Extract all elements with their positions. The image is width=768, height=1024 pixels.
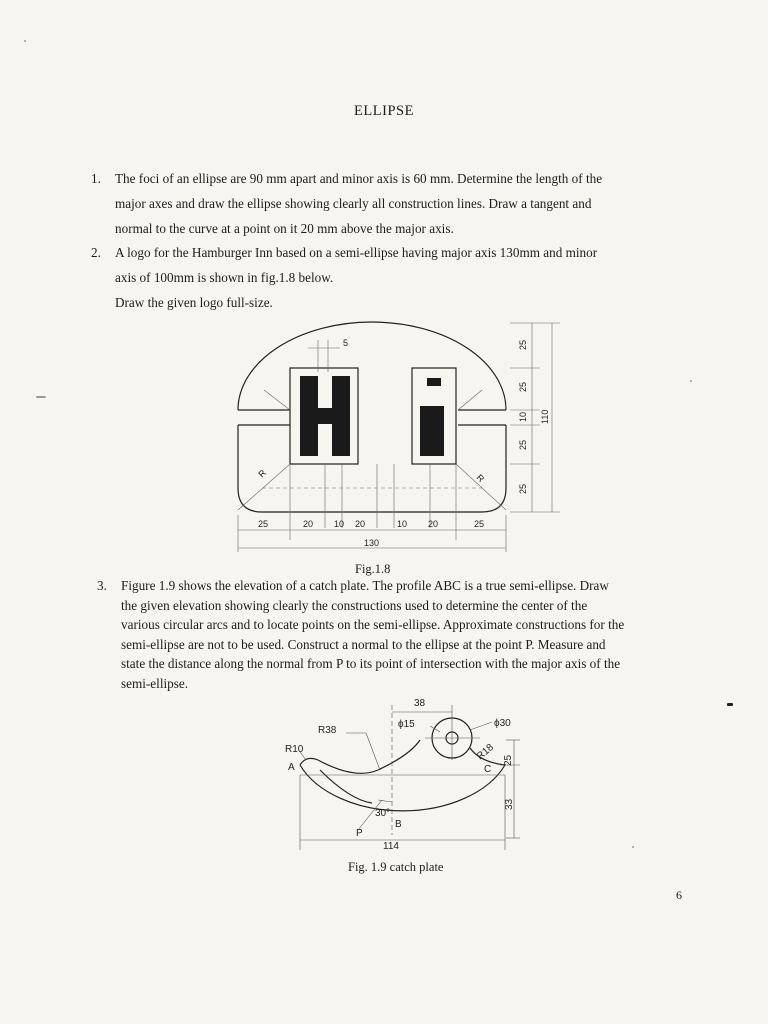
dim-label: 25 bbox=[503, 754, 514, 766]
dim-label: 25 bbox=[518, 339, 528, 350]
question-number: 3. bbox=[97, 578, 107, 593]
question-line: major axes and draw the ellipse showing clearly all construction lines. Draw a tangent and bbox=[115, 196, 592, 211]
question-3 bbox=[97, 576, 686, 694]
dim-label: 10 bbox=[334, 519, 345, 529]
dim-label: 25 bbox=[518, 439, 528, 450]
dim-label: 5 bbox=[343, 338, 349, 348]
question-line: Draw the given logo full-size. bbox=[115, 295, 273, 310]
figure-1-9-catch-plate bbox=[280, 690, 530, 855]
question-line: various circular arcs and to locate points on the semi-ellipse. Approximate constructions for the bbox=[121, 617, 625, 633]
dim-label: 10 bbox=[397, 519, 408, 529]
point-label: A bbox=[288, 762, 295, 773]
scan-speck bbox=[690, 380, 692, 382]
dim-label: 25 bbox=[518, 483, 528, 494]
figure-caption: Fig. 1.9 catch plate bbox=[348, 860, 444, 874]
point-label: P bbox=[356, 828, 363, 839]
question-line: semi-ellipse are not to be used. Construct a normal to the ellipse at the point P. Measure and bbox=[121, 636, 606, 652]
corner-radius-label: R bbox=[474, 472, 487, 485]
dim-label: 30° bbox=[375, 808, 391, 819]
dim-label: 25 bbox=[518, 381, 528, 392]
corner-radius-label: R bbox=[256, 467, 269, 480]
dim-label: 25 bbox=[258, 519, 269, 529]
dim-label: R38 bbox=[318, 725, 337, 736]
dim-label: 20 bbox=[355, 519, 366, 529]
question-number: 1. bbox=[91, 171, 101, 186]
page-title: ELLIPSE bbox=[354, 103, 414, 119]
question-line: axis of 100mm is shown in fig.1.8 below. bbox=[115, 270, 334, 285]
question-line: The foci of an ellipse are 90 mm apart and minor axis is 60 mm. Determine the length of the bbox=[115, 171, 603, 186]
dim-label: 114 bbox=[383, 841, 399, 852]
dim-label: ϕ30 bbox=[494, 718, 511, 729]
dim-label: R18 bbox=[474, 742, 496, 763]
dim-label: R10 bbox=[285, 744, 304, 755]
dim-label: 33 bbox=[504, 798, 515, 810]
dim-label: 20 bbox=[303, 519, 314, 529]
question-number: 2. bbox=[91, 245, 101, 260]
point-label: C bbox=[484, 764, 492, 775]
question-line: normal to the curve at a point on it 20 mm above the major axis. bbox=[115, 221, 454, 236]
page-number: 6 bbox=[676, 888, 682, 902]
scan-speck bbox=[727, 703, 733, 706]
dim-label: ϕ15 bbox=[398, 719, 415, 730]
dim-label: 38 bbox=[414, 698, 426, 709]
dim-label: 25 bbox=[474, 519, 485, 529]
question-line: state the distance along the normal from P to its point of intersection with the major axis of the bbox=[121, 656, 621, 672]
question-2 bbox=[91, 240, 675, 315]
dim-label: 20 bbox=[428, 519, 439, 529]
question-line: Figure 1.9 shows the elevation of a catch plate. The profile ABC is a true semi-ellipse. Draw bbox=[121, 578, 609, 593]
point-label: B bbox=[395, 819, 402, 830]
scan-speck bbox=[632, 846, 634, 848]
question-line: A logo for the Hamburger Inn based on a semi-ellipse having major axis 130mm and minor bbox=[115, 245, 598, 260]
question-1 bbox=[91, 166, 675, 241]
dim-label: 110 bbox=[540, 409, 550, 424]
dim-label: 130 bbox=[364, 538, 380, 548]
figure-caption: Fig.1.8 bbox=[355, 562, 391, 576]
dim-label: 10 bbox=[518, 411, 528, 422]
figure-1-8-logo bbox=[225, 318, 575, 563]
question-line: semi-ellipse. bbox=[121, 675, 189, 691]
question-line: the given elevation showing clearly the constructions used to determine the center of the bbox=[121, 597, 588, 613]
scan-speck bbox=[24, 40, 26, 42]
scan-speck bbox=[36, 396, 46, 398]
